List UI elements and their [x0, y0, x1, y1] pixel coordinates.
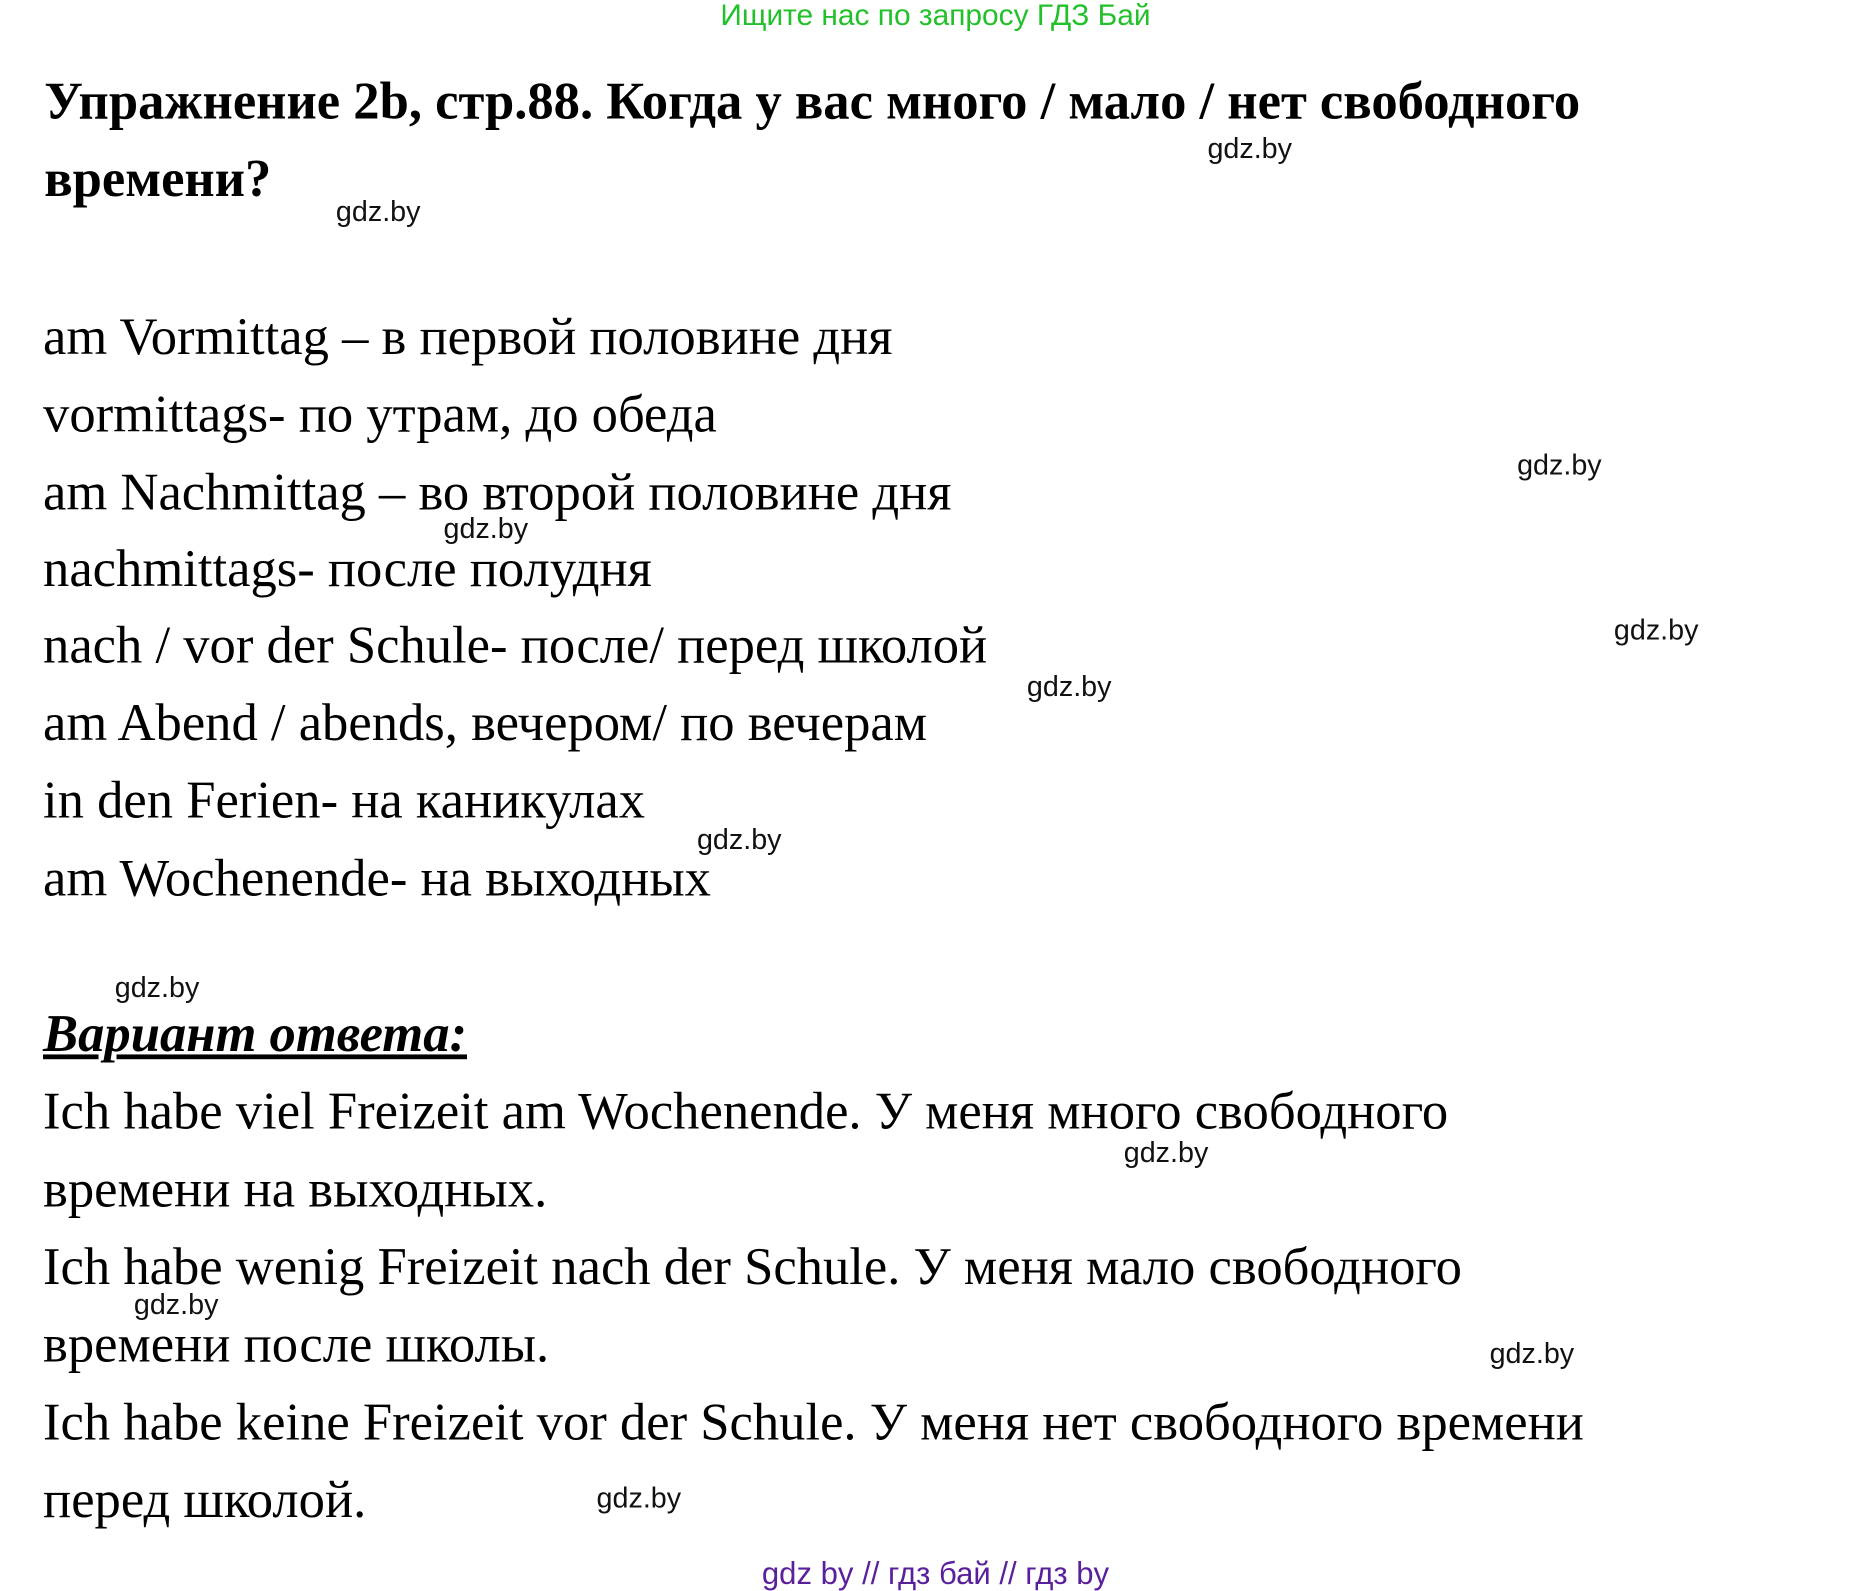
watermark: gdz.by — [1613, 614, 1699, 647]
watermark: gdz.by — [1123, 1136, 1209, 1170]
vocab-item: am Vormittag – в первой половине дня — [43, 307, 893, 366]
watermark: gdz.by — [335, 196, 421, 229]
answer-line: Ich habe viel Freizeit am Wochenende. У меня много свободного — [43, 1081, 1449, 1141]
answer-line: времени на выходных. — [43, 1159, 548, 1219]
exercise-title-line2: времени? — [44, 149, 272, 209]
vocab-item: am Abend / abends, вечером/ по вечерам — [43, 693, 927, 752]
watermark: gdz.by — [443, 512, 529, 546]
vocab-item: nach / vor der Schule- после/ перед школой — [43, 615, 988, 675]
exercise-title-line1: Упражнение 2b, стр.88. Когда у вас много / мало / нет свободного — [44, 71, 1581, 131]
header-search-hint[interactable]: Ищите нас по запросу ГДЗ Бай — [720, 0, 1151, 33]
watermark: gdz.by — [1517, 449, 1602, 482]
answer-line: времени после школы. — [43, 1315, 550, 1374]
watermark: gdz.by — [596, 1482, 682, 1515]
watermark: gdz.by — [133, 1288, 219, 1322]
watermark: gdz.by — [1489, 1337, 1575, 1371]
answer-heading: Вариант ответа: — [43, 1004, 468, 1063]
vocab-item: vormittags- по утрам, до обеда — [43, 384, 717, 444]
footer-links[interactable]: gdz by // гдз бай // гдз by — [761, 1555, 1110, 1591]
vocab-item: nachmittags- после полудня — [43, 539, 652, 598]
answer-line: перед школой. — [43, 1470, 367, 1530]
watermark: gdz.by — [1207, 132, 1292, 165]
vocab-item: in den Ferien- на каникулах — [43, 771, 646, 830]
watermark: gdz.by — [114, 971, 200, 1005]
answer-line: Ich habe keine Freizeit vor der Schule. У меня нет свободного времени — [43, 1392, 1584, 1452]
answer-line: Ich habe wenig Freizeit nach der Schule. У меня мало свободного — [43, 1237, 1462, 1296]
watermark: gdz.by — [1026, 670, 1112, 703]
vocab-item: am Wochenende- на выходных — [43, 848, 711, 908]
vocab-item: am Nachmittag – во второй половине дня — [43, 462, 952, 522]
watermark: gdz.by — [696, 823, 782, 856]
